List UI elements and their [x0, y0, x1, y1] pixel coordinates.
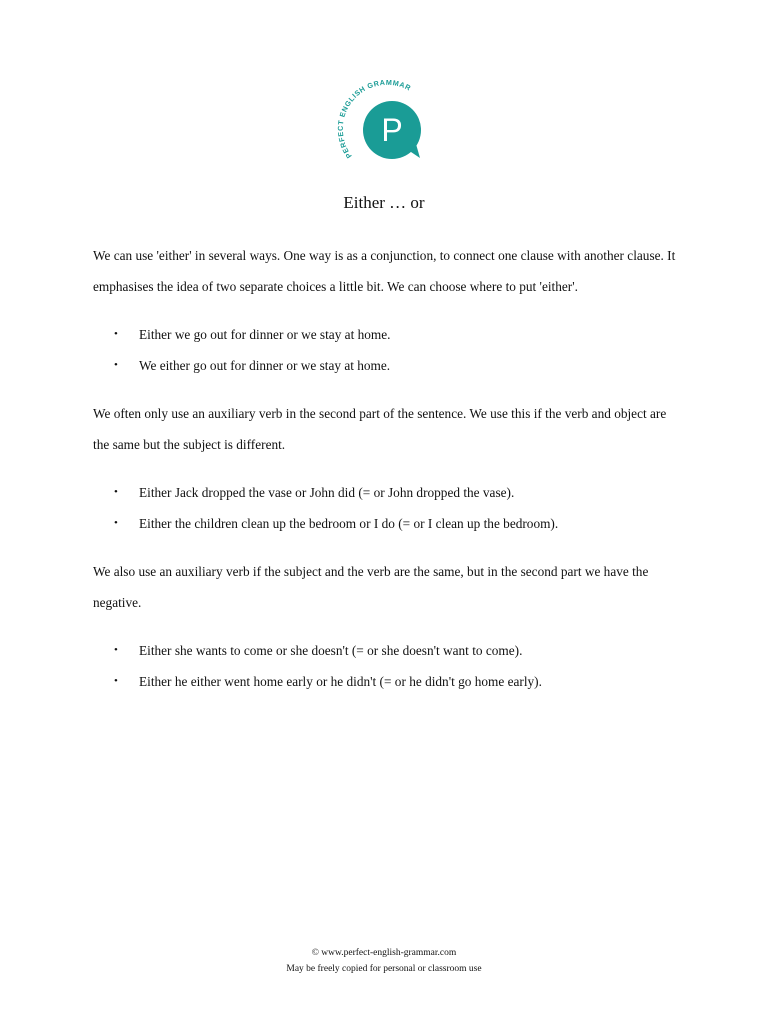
example-list-3 — [93, 635, 683, 697]
bullet-icon: • — [114, 675, 118, 687]
logo-letter: P — [381, 112, 403, 148]
example-text: Either Jack dropped the vase or John did (= or John dropped the vase). — [139, 485, 515, 500]
bullet-icon: • — [114, 644, 118, 656]
page-title: Either … or — [343, 193, 425, 212]
bullet-icon: • — [114, 328, 118, 340]
logo-ring-text-path: PERFECT ENGLISH GRAMMAR — [335, 80, 413, 161]
example-text: Either we go out for dinner or we stay at home. — [139, 327, 391, 342]
example-list-1 — [93, 319, 683, 381]
document-body — [93, 240, 683, 714]
example-text: Either he either went home early or he didn't (= or he didn't go home early). — [139, 674, 542, 689]
speech-bubble-logo-icon — [334, 80, 434, 166]
list-item — [93, 477, 683, 508]
list-item — [93, 666, 683, 697]
bullet-icon: • — [114, 359, 118, 371]
list-item — [93, 350, 683, 381]
bullet-icon: • — [114, 517, 118, 529]
footer-copyright: © www.perfect-english-grammar.com — [311, 948, 457, 958]
example-text: Either the children clean up the bedroom or I do (= or I clean up the bedroom). — [139, 516, 559, 531]
footer-usage-note: May be freely copied for personal or classroom use — [286, 964, 482, 974]
paragraph-2: We often only use an auxiliary verb in the second part of the sentence. We use this if the verb and object are the same but the subject is different. — [93, 406, 667, 452]
example-text: We either go out for dinner or we stay at home. — [139, 358, 391, 373]
brand-logo — [334, 80, 434, 166]
list-item — [93, 635, 683, 666]
example-list-2 — [93, 477, 683, 539]
paragraph-1: We can use 'either' in several ways. One way is as a conjunction, to connect one clause with another clause. It emphasises the idea of two separate choices a little bit. We can choose where to put 'either'. — [93, 248, 676, 294]
list-item — [93, 319, 683, 350]
list-item — [93, 508, 683, 539]
bullet-icon: • — [114, 486, 118, 498]
example-text: Either she wants to come or she doesn't (= or she doesn't want to come). — [139, 643, 523, 658]
paragraph-3: We also use an auxiliary verb if the subject and the verb are the same, but in the second part we have the negative. — [93, 564, 649, 610]
